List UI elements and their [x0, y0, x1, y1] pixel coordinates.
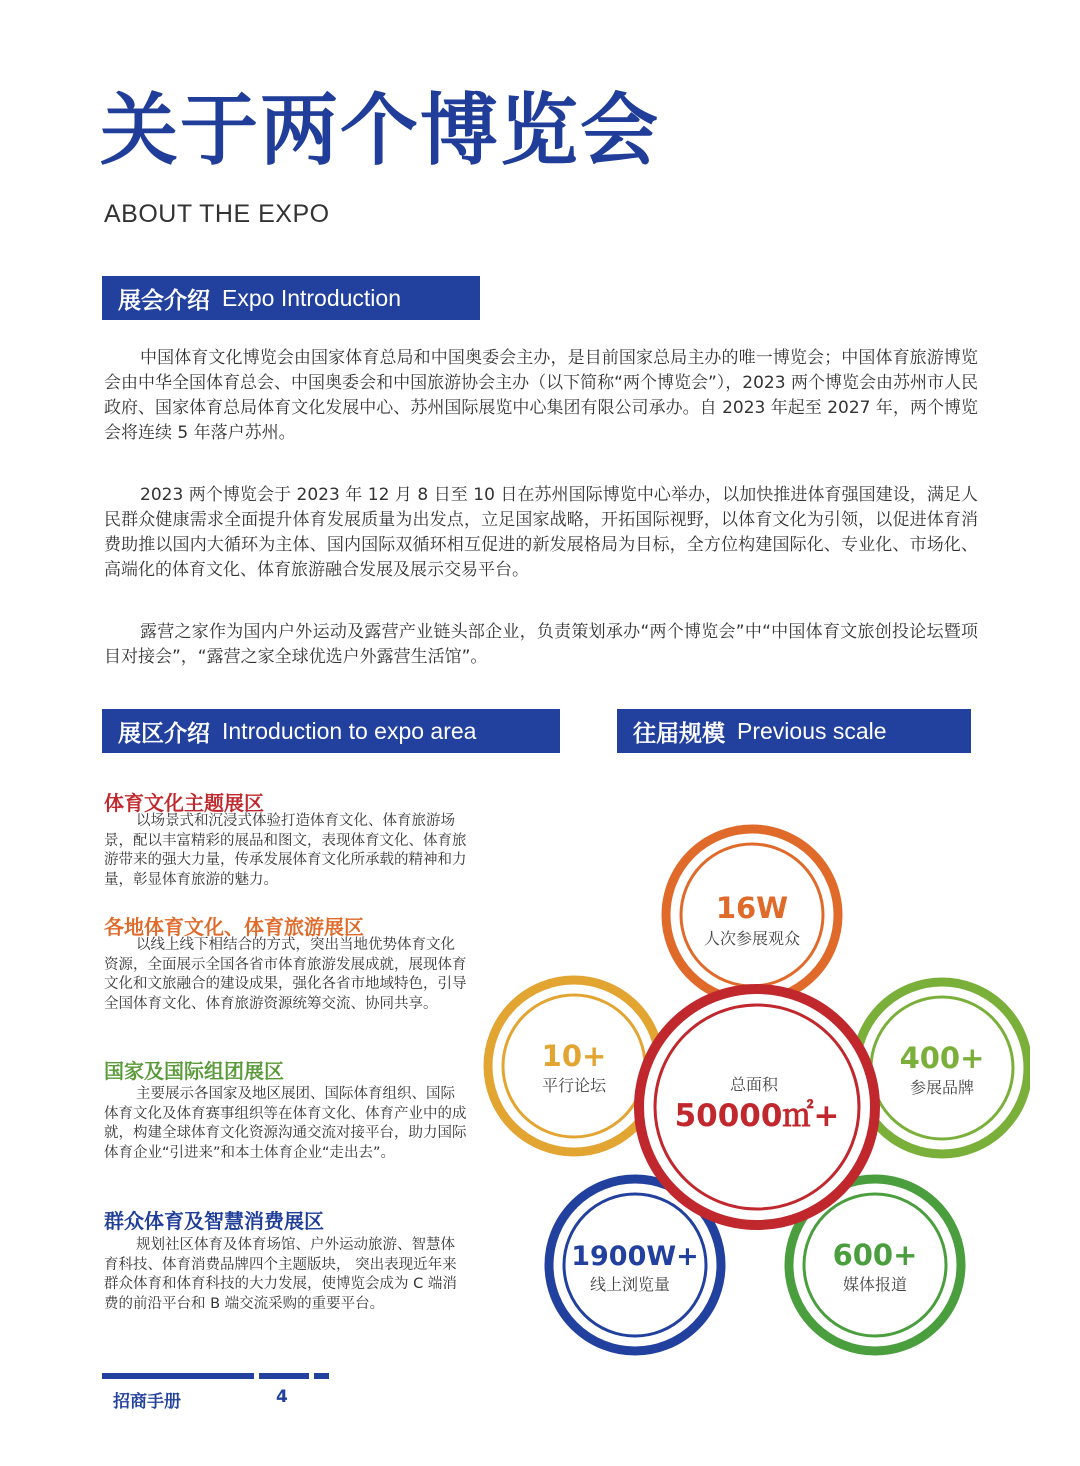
section-bar-zones	[102, 709, 560, 753]
stat-label: 参展品牌	[909, 1078, 975, 1097]
section-label-en: Introduction to expo area	[222, 717, 477, 744]
zone-title: 体育文化主题展区	[104, 791, 264, 815]
intro-paragraph: 露营之家作为国内户外运动及露营产业链头部企业，负责策划承办“两个博览会”中“中国体育文旅创投论坛暨项目对接会”，“露营之家全球优选户外露营生活馆”。	[104, 622, 978, 667]
zone-description: 以场景式和沉浸式体验打造体育文化、体育旅游场景，配以丰富精彩的展品和图文，表现体育文化、体育旅游带来的强大力量，传承发展体育文化所承载的精神和力量，彰显体育旅游的魅力。	[104, 813, 467, 888]
zone-description: 规划社区体育及体育场馆、户外运动旅游、智慧体育科技、体育消费品牌四个主题版块， 突出表现近年来群众体育和体育科技的大力发展，使博览会成为 C 端消费的前沿平台和 B 端交流采购的重要平台。	[104, 1237, 457, 1312]
zone-title: 群众体育及智慧消费展区	[104, 1209, 324, 1233]
stat-circle-forums	[488, 980, 660, 1152]
footer-rule	[259, 1373, 309, 1379]
stat-circle-visitors	[666, 829, 838, 1001]
stat-label: 平行论坛	[541, 1076, 607, 1095]
page-title: 关于两个博览会	[100, 86, 661, 176]
zone-title: 国家及国际组团展区	[104, 1059, 284, 1083]
footer-rule	[314, 1373, 329, 1379]
stat-value: 10+	[541, 1039, 607, 1073]
stat-value: 400+	[899, 1041, 985, 1075]
page-subtitle: ABOUT THE EXPO	[104, 200, 330, 228]
zone-description: 以线上线下相结合的方式，突出当地优势体育文化资源，全面展示全国各省市体育旅游发展成就，展现体育文化和文旅融合的建设成果，强化各省市地域特色，引导全国体育文化、体育旅游资源统筹交流、协同共享。	[104, 937, 467, 1012]
stat-label: 线上浏览量	[589, 1275, 671, 1294]
intro-paragraph: 中国体育文化博览会由国家体育总局和中国奥委会主办，是目前国家总局主办的唯一博览会；中国体育旅游博览会由中华全国体育总会、中国奥委会和中国旅游协会主办（以下简称“两个博览会”），2023 两个博览会由苏州市人民政府、国家体育总局体育文化发展中心、苏州国际展览中心集团有限公司承办。自 2023 年起至 2027 年，两个博览会将连续 5 年落户苏州。	[104, 348, 978, 443]
section-label-zh: 往届规模	[633, 720, 725, 747]
center-value: 50000㎡+	[674, 1098, 840, 1134]
section-bar-scale	[617, 709, 971, 753]
stat-value: 600+	[832, 1238, 918, 1272]
section-label-zh: 展区介绍	[118, 720, 210, 747]
center-label: 总面积	[729, 1075, 779, 1094]
section-label-en: Expo Introduction	[222, 284, 402, 311]
stat-label: 媒体报道	[842, 1275, 908, 1294]
footer-label: 招商手册	[113, 1392, 181, 1412]
scale-diagram	[470, 820, 1030, 1380]
section-bar-intro	[102, 276, 480, 320]
stat-value: 1900W+	[571, 1241, 699, 1272]
zone-description: 主要展示各国家及地区展团、国际体育组织、国际体育文化及体育赛事组织等在体育文化、体育产业中的成就，构建全球体育文化资源沟通交流对接平台，助力国际体育企业“引进来”和本土体育企业“走出去”。	[104, 1086, 467, 1161]
section-label-zh: 展会介绍	[118, 287, 210, 314]
stat-value: 16W	[715, 891, 789, 925]
stat-label: 人次参展观众	[703, 929, 801, 948]
zone-title: 各地体育文化、体育旅游展区	[104, 915, 364, 939]
page-number: 4	[276, 1387, 288, 1407]
stat-circle-brands	[856, 982, 1028, 1154]
stat-circle-center	[639, 989, 875, 1225]
section-label-en: Previous scale	[737, 717, 887, 744]
footer-rule	[102, 1373, 254, 1379]
intro-paragraph: 2023 两个博览会于 2023 年 12 月 8 日至 10 日在苏州国际博览中心举办，以加快推进体育强国建设，满足人民群众健康需求全面提升体育发展质量为出发点，立足国家战略，开拓国际视野，以体育文化为引领，以促进体育消费助推以国内大循环为主体、国内国际双循环相互促进的新发展格局为目标，全方位构建国际化、专业化、市场化、高端化的体育文化、体育旅游融合发展及展示交易平台。	[104, 485, 978, 580]
